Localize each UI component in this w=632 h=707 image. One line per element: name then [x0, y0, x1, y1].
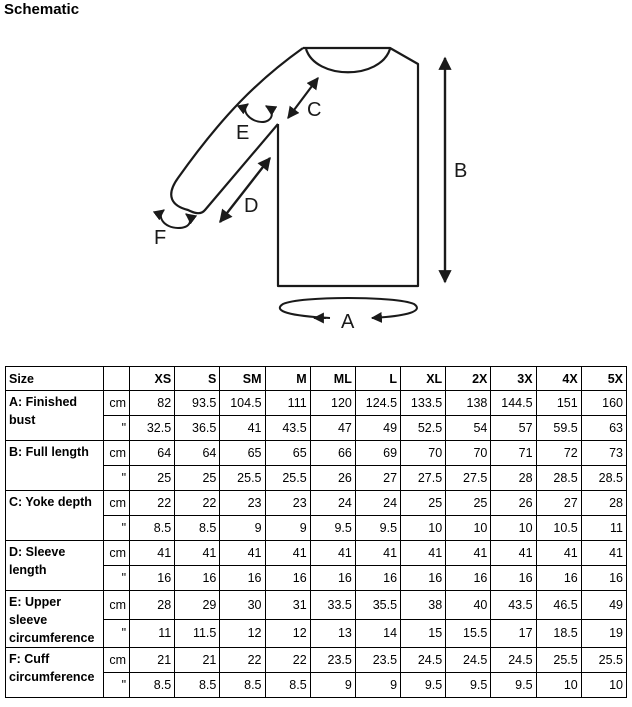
- value-cm: 73: [581, 441, 626, 466]
- value-inch: 11: [581, 516, 626, 541]
- measure-label: C: Yoke depth: [6, 491, 104, 541]
- unit-inch: ": [104, 673, 130, 698]
- value-cm: 24.5: [446, 648, 491, 673]
- unit-inch: ": [104, 466, 130, 491]
- size-col-header: 4X: [536, 367, 581, 391]
- unit-cm: cm: [104, 648, 130, 673]
- value-cm: 64: [175, 441, 220, 466]
- value-cm: 26: [491, 491, 536, 516]
- value-inch: 9: [265, 516, 310, 541]
- measure-label: D: Sleeve length: [6, 541, 104, 591]
- value-inch: 26: [310, 466, 355, 491]
- unit-cm: cm: [104, 591, 130, 620]
- value-inch: 16: [581, 566, 626, 591]
- value-cm: 41: [401, 541, 446, 566]
- measure-row-cm: [6, 491, 627, 516]
- value-inch: 54: [446, 416, 491, 441]
- unit-cm: cm: [104, 491, 130, 516]
- size-col-header: 5X: [581, 367, 626, 391]
- measure-f: [161, 210, 190, 228]
- value-cm: 30: [220, 591, 265, 620]
- page-title: Schematic: [4, 1, 80, 18]
- value-cm: 41: [310, 541, 355, 566]
- value-inch: 15.5: [446, 619, 491, 648]
- value-inch: 9.5: [446, 673, 491, 698]
- size-col-header: XS: [130, 367, 175, 391]
- value-inch: 16: [491, 566, 536, 591]
- value-inch: 15: [401, 619, 446, 648]
- value-inch: 16: [220, 566, 265, 591]
- value-cm: 25.5: [581, 648, 626, 673]
- value-cm: 70: [446, 441, 491, 466]
- value-cm: 28: [130, 591, 175, 620]
- unit-inch: ": [104, 516, 130, 541]
- measure-row-cm: [6, 391, 627, 416]
- value-cm: 29: [175, 591, 220, 620]
- value-cm: 22: [175, 491, 220, 516]
- value-inch: 25.5: [220, 466, 265, 491]
- value-cm: 41: [581, 541, 626, 566]
- value-cm: 144.5: [491, 391, 536, 416]
- value-inch: 8.5: [175, 673, 220, 698]
- value-inch: 25.5: [265, 466, 310, 491]
- value-cm: 23: [265, 491, 310, 516]
- value-inch: 49: [355, 416, 400, 441]
- value-cm: 72: [536, 441, 581, 466]
- measure-label: E: Upper sleeve circumference: [6, 591, 104, 648]
- value-cm: 41: [536, 541, 581, 566]
- label-c: C: [307, 99, 322, 121]
- measure-e: [245, 104, 272, 122]
- label-e: E: [236, 122, 250, 144]
- size-col-header: ML: [310, 367, 355, 391]
- value-inch: 57: [491, 416, 536, 441]
- size-header-row: [6, 367, 627, 391]
- value-inch: 43.5: [265, 416, 310, 441]
- value-inch: 9.5: [310, 516, 355, 541]
- value-inch: 25: [130, 466, 175, 491]
- value-cm: 28: [581, 491, 626, 516]
- measure-label: A: Finished bust: [6, 391, 104, 441]
- value-inch: 12: [265, 619, 310, 648]
- label-f: F: [154, 227, 167, 249]
- value-cm: 23.5: [310, 648, 355, 673]
- unit-cm: cm: [104, 541, 130, 566]
- value-inch: 8.5: [220, 673, 265, 698]
- size-col-header: 3X: [491, 367, 536, 391]
- value-cm: 21: [175, 648, 220, 673]
- value-cm: 24.5: [491, 648, 536, 673]
- value-cm: 25: [446, 491, 491, 516]
- value-cm: 25: [401, 491, 446, 516]
- value-cm: 24: [310, 491, 355, 516]
- value-cm: 22: [130, 491, 175, 516]
- value-cm: 40: [446, 591, 491, 620]
- label-b: B: [454, 160, 468, 182]
- size-col-header: 2X: [446, 367, 491, 391]
- value-cm: 27: [536, 491, 581, 516]
- measure-row-cm: [6, 441, 627, 466]
- value-cm: 23.5: [355, 648, 400, 673]
- value-cm: 41: [355, 541, 400, 566]
- value-inch: 16: [446, 566, 491, 591]
- value-inch: 10: [446, 516, 491, 541]
- label-a: A: [341, 311, 355, 333]
- value-cm: 21: [130, 648, 175, 673]
- value-cm: 70: [401, 441, 446, 466]
- value-cm: 111: [265, 391, 310, 416]
- measure-row-cm: [6, 648, 627, 673]
- value-inch: 16: [175, 566, 220, 591]
- value-cm: 43.5: [491, 591, 536, 620]
- value-inch: 11: [130, 619, 175, 648]
- value-inch: 47: [310, 416, 355, 441]
- value-cm: 151: [536, 391, 581, 416]
- size-col-header: L: [355, 367, 400, 391]
- value-cm: 33.5: [310, 591, 355, 620]
- unit-cm: cm: [104, 441, 130, 466]
- value-inch: 10.5: [536, 516, 581, 541]
- value-inch: 8.5: [130, 673, 175, 698]
- value-inch: 9.5: [491, 673, 536, 698]
- unit-inch: ": [104, 416, 130, 441]
- value-cm: 138: [446, 391, 491, 416]
- size-col-header: M: [265, 367, 310, 391]
- value-cm: 66: [310, 441, 355, 466]
- label-d: D: [244, 195, 259, 217]
- value-cm: 69: [355, 441, 400, 466]
- value-cm: 65: [265, 441, 310, 466]
- value-inch: 25: [175, 466, 220, 491]
- value-cm: 41: [130, 541, 175, 566]
- unit-inch: ": [104, 619, 130, 648]
- measure-label: F: Cuff circumference: [6, 648, 104, 698]
- value-inch: 9.5: [355, 516, 400, 541]
- sweater-outline: [171, 48, 418, 286]
- value-cm: 104.5: [220, 391, 265, 416]
- value-inch: 16: [536, 566, 581, 591]
- unit-inch: ": [104, 566, 130, 591]
- value-inch: 16: [355, 566, 400, 591]
- size-table: [5, 366, 627, 698]
- value-inch: 52.5: [401, 416, 446, 441]
- value-cm: 24: [355, 491, 400, 516]
- value-inch: 28: [491, 466, 536, 491]
- value-inch: 16: [265, 566, 310, 591]
- size-col-header: S: [175, 367, 220, 391]
- value-inch: 11.5: [175, 619, 220, 648]
- value-inch: 27.5: [446, 466, 491, 491]
- value-cm: 46.5: [536, 591, 581, 620]
- size-table-body: [6, 391, 627, 698]
- value-inch: 12: [220, 619, 265, 648]
- value-cm: 35.5: [355, 591, 400, 620]
- value-cm: 120: [310, 391, 355, 416]
- value-inch: 10: [536, 673, 581, 698]
- value-inch: 9: [355, 673, 400, 698]
- value-inch: 10: [491, 516, 536, 541]
- value-cm: 25.5: [536, 648, 581, 673]
- measure-label: B: Full length: [6, 441, 104, 491]
- value-inch: 9: [310, 673, 355, 698]
- value-cm: 93.5: [175, 391, 220, 416]
- value-inch: 17: [491, 619, 536, 648]
- value-cm: 41: [265, 541, 310, 566]
- value-cm: 24.5: [401, 648, 446, 673]
- value-cm: 22: [265, 648, 310, 673]
- value-inch: 9.5: [401, 673, 446, 698]
- value-cm: 31: [265, 591, 310, 620]
- value-inch: 36.5: [175, 416, 220, 441]
- value-inch: 28.5: [581, 466, 626, 491]
- value-inch: 9: [220, 516, 265, 541]
- value-cm: 124.5: [355, 391, 400, 416]
- value-inch: 27: [355, 466, 400, 491]
- unit-header-cell: [104, 367, 130, 391]
- value-cm: 22: [220, 648, 265, 673]
- value-inch: 8.5: [265, 673, 310, 698]
- value-inch: 41: [220, 416, 265, 441]
- measure-row-cm: [6, 541, 627, 566]
- value-cm: 41: [220, 541, 265, 566]
- value-inch: 27.5: [401, 466, 446, 491]
- value-inch: 10: [401, 516, 446, 541]
- value-cm: 133.5: [401, 391, 446, 416]
- size-header-cell: Size: [6, 367, 104, 391]
- value-inch: 16: [310, 566, 355, 591]
- value-cm: 160: [581, 391, 626, 416]
- value-inch: 8.5: [130, 516, 175, 541]
- value-cm: 41: [175, 541, 220, 566]
- value-cm: 71: [491, 441, 536, 466]
- value-inch: 59.5: [536, 416, 581, 441]
- value-inch: 10: [581, 673, 626, 698]
- value-inch: 14: [355, 619, 400, 648]
- unit-cm: cm: [104, 391, 130, 416]
- value-inch: 63: [581, 416, 626, 441]
- value-cm: 49: [581, 591, 626, 620]
- value-inch: 32.5: [130, 416, 175, 441]
- value-inch: 13: [310, 619, 355, 648]
- size-col-header: SM: [220, 367, 265, 391]
- value-cm: 23: [220, 491, 265, 516]
- value-cm: 65: [220, 441, 265, 466]
- value-cm: 41: [446, 541, 491, 566]
- value-inch: 19: [581, 619, 626, 648]
- value-inch: 8.5: [175, 516, 220, 541]
- value-inch: 16: [401, 566, 446, 591]
- value-inch: 16: [130, 566, 175, 591]
- size-col-header: XL: [401, 367, 446, 391]
- measure-row-cm: [6, 591, 627, 620]
- value-cm: 64: [130, 441, 175, 466]
- value-inch: 28.5: [536, 466, 581, 491]
- value-cm: 82: [130, 391, 175, 416]
- value-cm: 41: [491, 541, 536, 566]
- value-inch: 18.5: [536, 619, 581, 648]
- value-cm: 38: [401, 591, 446, 620]
